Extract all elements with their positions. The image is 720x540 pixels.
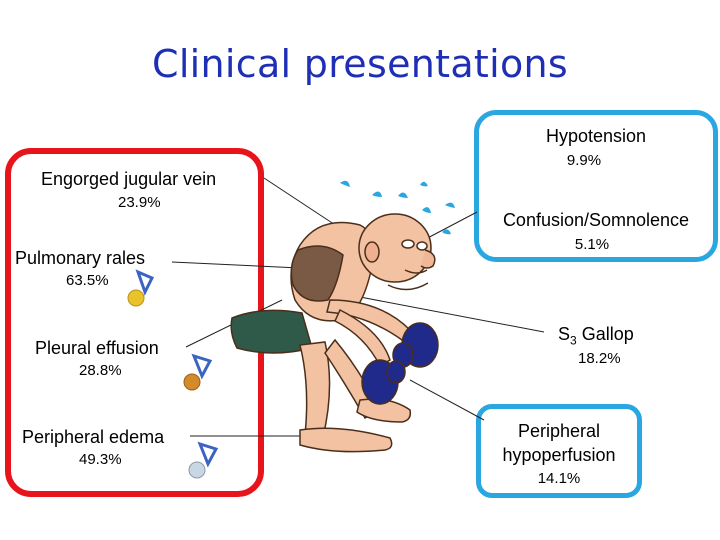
page-title: Clinical presentations (151, 42, 569, 86)
peripheral-edema-label: Peripheral edema (22, 427, 165, 447)
confusion-somnolence-label: Confusion/Somnolence (502, 210, 690, 230)
peripheral-edema-pct: 49.3% (79, 451, 122, 468)
pleural-effusion-pct: 28.8% (79, 362, 122, 379)
hypotension-label: Hypotension (545, 126, 647, 146)
peripheral-hypoperfusion-label-line1: Peripheral (517, 421, 601, 441)
gold-medal-icon (128, 272, 152, 306)
hypotension-pct: 9.9% (566, 152, 602, 169)
s3-gallop-label: $S_3$ Gallop (558, 324, 634, 348)
pleural-effusion-label: Pleural effusion (35, 338, 159, 358)
confusion-somnolence-pct: 5.1% (574, 236, 610, 253)
patient-figure (231, 214, 438, 452)
engorged-jugular-vein-pct: 23.9% (118, 194, 161, 211)
peripheral-hypoperfusion-pct: 14.1% (537, 470, 581, 487)
engorged-jugular-vein-label: Engorged jugular vein (41, 169, 217, 189)
pulmonary-rales-label: Pulmonary rales (15, 248, 146, 268)
pulmonary-rales-pct: 63.5% (66, 272, 109, 289)
s3-gallop-pct: 18.2% (578, 350, 621, 367)
bronze-medal-icon (184, 356, 210, 390)
silver-medal-icon (189, 444, 216, 478)
peripheral-hypoperfusion-label-line2: hypoperfusion (502, 445, 616, 465)
